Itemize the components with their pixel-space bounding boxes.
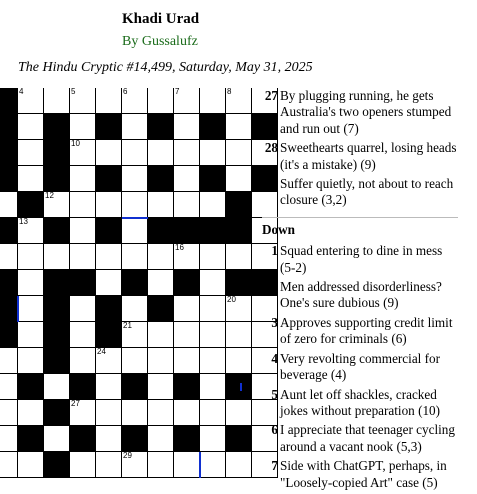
grid-cell[interactable] (148, 348, 174, 374)
clue-item[interactable] (262, 140, 458, 173)
grid-cell-black (200, 218, 226, 244)
grid-cell[interactable] (174, 244, 200, 270)
grid-cell-black (226, 192, 252, 218)
clue-number: 2 (271, 279, 278, 295)
grid-cell-black (200, 114, 226, 140)
grid-cell[interactable] (96, 244, 122, 270)
cell-number: 25 (71, 373, 80, 382)
grid-cell[interactable] (70, 192, 96, 218)
grid-cell-black (226, 218, 252, 244)
grid-cell-black (0, 140, 18, 166)
clue-number: 4 (271, 350, 278, 366)
grid-cell-black (44, 114, 70, 140)
grid-cell[interactable] (96, 348, 122, 374)
grid-cell-black (148, 296, 174, 322)
grid-cell[interactable] (18, 348, 44, 374)
grid-cell[interactable] (44, 88, 70, 114)
grid-cell[interactable] (122, 114, 148, 140)
across-clue-list (262, 88, 458, 209)
clue-item[interactable] (262, 422, 458, 455)
grid-cell[interactable] (96, 192, 122, 218)
grid-cell[interactable] (122, 322, 148, 348)
cell-number: 16 (175, 243, 184, 252)
grid-cell-black (44, 218, 70, 244)
grid-cell-black (174, 374, 200, 400)
grid-cell[interactable] (200, 322, 226, 348)
clue-item[interactable] (262, 387, 458, 420)
word-separator-bar (17, 296, 19, 322)
grid-cell[interactable] (122, 140, 148, 166)
grid-cell[interactable] (226, 140, 252, 166)
word-separator-bar (122, 217, 148, 219)
grid-cell-black (0, 296, 18, 322)
grid-cell-black (96, 114, 122, 140)
grid-cell[interactable] (148, 426, 174, 452)
grid-cell[interactable] (18, 322, 44, 348)
grid-cell-black (226, 270, 252, 296)
grid-cell-black (122, 426, 148, 452)
grid-cell[interactable] (0, 244, 18, 270)
grid-cell[interactable] (122, 166, 148, 192)
clue-text: Approves supporting credit limit of zero for criminals (6) (280, 314, 453, 347)
grid-cell[interactable] (226, 348, 252, 374)
grid-cell[interactable] (96, 374, 122, 400)
grid-cell-black (0, 218, 18, 244)
grid-cell-black (0, 166, 18, 192)
grid-cell[interactable] (148, 400, 174, 426)
grid-cell[interactable] (226, 296, 252, 322)
grid-cell-black (44, 270, 70, 296)
grid-cell[interactable] (174, 322, 200, 348)
grid-cell[interactable] (70, 244, 96, 270)
clue-item[interactable] (262, 243, 458, 276)
grid-cell-black (44, 400, 70, 426)
grid-cell[interactable] (44, 244, 70, 270)
grid-cell[interactable] (96, 452, 122, 478)
grid-cell-black (148, 114, 174, 140)
down-heading: Down (262, 217, 458, 238)
puzzle-subtitle: The Hindu Cryptic #14,499, Saturday, May 31, 2025 (18, 60, 313, 75)
grid-cell[interactable] (18, 400, 44, 426)
grid-cell[interactable] (18, 296, 44, 322)
grid-cell-black (96, 166, 122, 192)
clue-item[interactable] (262, 279, 458, 312)
grid-cell[interactable] (18, 140, 44, 166)
clue-text: By plugging running, he gets Australia's two openers stumped and run out (7) (280, 88, 452, 136)
grid-cell[interactable] (122, 452, 148, 478)
clue-item[interactable] (262, 88, 458, 137)
cell-number: 24 (97, 347, 106, 356)
grid-cell[interactable] (122, 218, 148, 244)
grid-cell[interactable] (226, 166, 252, 192)
grid-cell[interactable] (122, 244, 148, 270)
grid-cell-black (44, 452, 70, 478)
clue-text: Aunt let off shackles, cracked jokes without preparation (10) (280, 386, 441, 418)
grid-cell-black (0, 322, 18, 348)
grid-cell-black (70, 426, 96, 452)
grid-cell[interactable] (174, 166, 200, 192)
clue-number: 1 (271, 243, 278, 259)
grid-cell[interactable] (44, 426, 70, 452)
grid-cell-black (44, 140, 70, 166)
grid-cell-black (96, 218, 122, 244)
grid-cell[interactable] (226, 322, 252, 348)
grid-cell[interactable] (0, 348, 18, 374)
grid-cell[interactable] (44, 192, 70, 218)
grid-cell-black (0, 114, 18, 140)
grid-cell[interactable] (226, 452, 252, 478)
grid-cell[interactable] (122, 192, 148, 218)
grid-cell[interactable] (18, 114, 44, 140)
cell-number: 10 (71, 139, 80, 148)
grid-cell[interactable] (70, 140, 96, 166)
grid-cell[interactable] (200, 348, 226, 374)
grid-cell[interactable] (18, 88, 44, 114)
clue-item[interactable] (262, 315, 458, 348)
grid-cell[interactable] (122, 88, 148, 114)
grid-cell[interactable] (200, 452, 226, 478)
grid-cell[interactable] (70, 322, 96, 348)
grid-cell[interactable] (96, 270, 122, 296)
clue-number: 5 (271, 386, 278, 402)
grid-cell-black (44, 296, 70, 322)
clue-number: 6 (271, 422, 278, 438)
grid-cell-black (18, 426, 44, 452)
cell-number: 4 (19, 87, 24, 96)
clue-item[interactable] (262, 176, 458, 209)
cell-number: 20 (227, 295, 236, 304)
grid-cell[interactable] (174, 296, 200, 322)
grid-cell[interactable] (70, 452, 96, 478)
grid-cell[interactable] (200, 400, 226, 426)
grid-cell[interactable] (70, 88, 96, 114)
grid-cell[interactable] (148, 140, 174, 166)
clue-text: Very revolting commercial for beverage (4) (280, 350, 441, 383)
grid-cell[interactable] (70, 348, 96, 374)
clue-panel (262, 88, 458, 494)
grid-cell-black (148, 166, 174, 192)
grid-cell[interactable] (70, 114, 96, 140)
clue-item[interactable] (262, 351, 458, 384)
grid-cell-black (18, 192, 44, 218)
grid-cell[interactable] (174, 140, 200, 166)
clue-number: 27 (264, 88, 278, 103)
grid-cell[interactable] (0, 374, 18, 400)
grid-cell[interactable] (200, 426, 226, 452)
word-separator-bar (240, 383, 242, 391)
grid-cell-black (174, 218, 200, 244)
grid-cell[interactable] (174, 88, 200, 114)
word-separator-bar (199, 452, 201, 478)
grid-cell[interactable] (44, 374, 70, 400)
clue-text: Sweethearts quarrel, losing heads (it's a mistake) (9) (280, 140, 457, 172)
grid-cell[interactable] (226, 244, 252, 270)
grid-cell-black (226, 374, 252, 400)
grid-cell[interactable] (148, 374, 174, 400)
grid-cell[interactable] (0, 192, 18, 218)
cell-number: 29 (123, 451, 132, 460)
cell-number: 7 (175, 87, 180, 96)
grid-cell[interactable] (174, 114, 200, 140)
grid-cell[interactable] (70, 296, 96, 322)
grid-cell[interactable] (0, 426, 18, 452)
grid-cell[interactable] (200, 296, 226, 322)
grid-cell[interactable] (200, 244, 226, 270)
cell-number: 6 (123, 87, 128, 96)
down-clue-list (262, 243, 458, 491)
grid-cell[interactable] (200, 374, 226, 400)
grid-cell[interactable] (70, 400, 96, 426)
clue-text: Squad entering to dine in mess (5-2) (280, 243, 443, 275)
clue-text: Suffer quietly, not about to reach closure (3,2) (280, 176, 454, 208)
cell-number: 27 (71, 399, 80, 408)
grid-cell[interactable] (70, 166, 96, 192)
grid-cell-black (0, 270, 18, 296)
grid-cell[interactable] (148, 192, 174, 218)
grid-cell-black (70, 374, 96, 400)
cell-number: 5 (71, 87, 76, 96)
grid-cell[interactable] (174, 400, 200, 426)
grid-cell[interactable] (0, 400, 18, 426)
grid-cell-black (0, 88, 18, 114)
grid-cell[interactable] (200, 140, 226, 166)
clue-number: 7 (271, 458, 278, 474)
puzzle-author[interactable]: By Gussalufz (122, 34, 198, 49)
grid-cell[interactable] (96, 400, 122, 426)
grid-cell-black (122, 270, 148, 296)
grid-cell[interactable] (174, 452, 200, 478)
grid-cell[interactable] (226, 114, 252, 140)
grid-cell[interactable] (148, 452, 174, 478)
grid-cell[interactable] (96, 140, 122, 166)
clue-text: Men addressed disorderliness? One's sure dubious (9) (280, 279, 442, 311)
grid-cell[interactable] (122, 348, 148, 374)
grid-cell[interactable] (200, 192, 226, 218)
grid-cell-black (18, 374, 44, 400)
grid-cell[interactable] (18, 244, 44, 270)
grid-cell[interactable] (96, 426, 122, 452)
grid-cell-black (44, 348, 70, 374)
grid-cell[interactable] (122, 400, 148, 426)
grid-cell[interactable] (96, 88, 122, 114)
grid-cell[interactable] (18, 166, 44, 192)
clue-text: I appreciate that teenager cycling around a vacant nook (5,3) (280, 422, 455, 454)
grid-cell[interactable] (200, 270, 226, 296)
grid-cell[interactable] (148, 322, 174, 348)
grid-cell-black (44, 322, 70, 348)
grid-cell-black (174, 270, 200, 296)
grid-cell[interactable] (148, 88, 174, 114)
grid-cell-black (70, 270, 96, 296)
clue-number: 3 (271, 314, 278, 330)
cell-number: 19 (149, 295, 158, 304)
grid-cell[interactable] (70, 218, 96, 244)
grid-cell-black (174, 426, 200, 452)
clue-number: 28 (264, 140, 278, 156)
grid-cell-black (122, 374, 148, 400)
grid-cell[interactable] (226, 88, 252, 114)
cell-number: 13 (19, 217, 28, 226)
grid-cell[interactable] (148, 270, 174, 296)
grid-cell[interactable] (18, 270, 44, 296)
grid-cell[interactable] (18, 218, 44, 244)
grid-cell-black (96, 296, 122, 322)
grid-cell[interactable] (122, 296, 148, 322)
grid-cell-black (96, 322, 122, 348)
clue-item[interactable] (262, 458, 458, 491)
clue-number: 29 (264, 176, 278, 192)
grid-cell[interactable] (174, 348, 200, 374)
grid-cell[interactable] (18, 452, 44, 478)
grid-cell[interactable] (148, 244, 174, 270)
grid-cell[interactable] (226, 400, 252, 426)
grid-cell-black (200, 166, 226, 192)
cell-number: 12 (45, 191, 54, 200)
cell-number: 21 (123, 321, 132, 330)
grid-cell[interactable] (200, 88, 226, 114)
grid-cell[interactable] (174, 192, 200, 218)
grid-cell[interactable] (0, 452, 18, 478)
grid-cell-black (44, 166, 70, 192)
clue-text: Side with ChatGPT, perhaps, in "Loosely-copied Art" case (5) (280, 458, 447, 490)
grid-cell-black (226, 426, 252, 452)
grid-cell-black (148, 218, 174, 244)
cell-number: 8 (227, 87, 232, 96)
